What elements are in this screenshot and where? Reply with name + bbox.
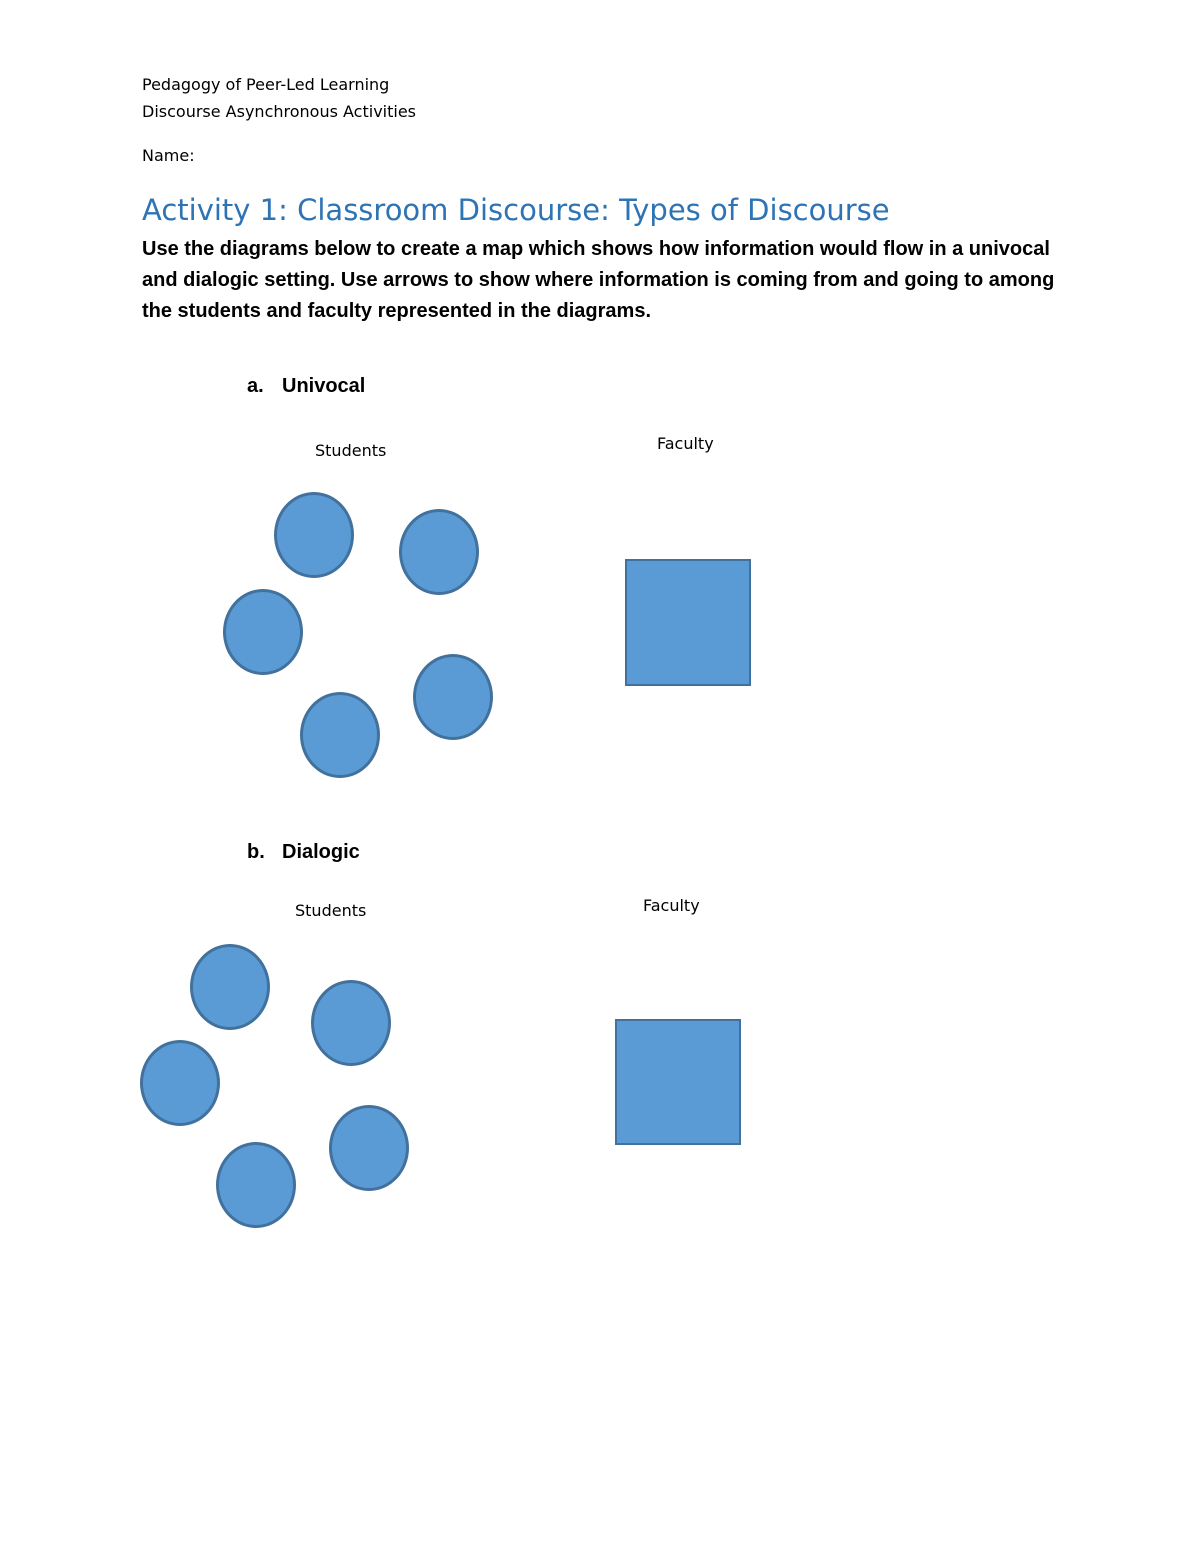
name-label: Name: bbox=[142, 146, 195, 165]
student-circle[interactable] bbox=[216, 1142, 296, 1228]
section-univocal-heading bbox=[247, 375, 365, 398]
student-circle[interactable] bbox=[413, 654, 493, 740]
activity-title: Activity 1: Classroom Discourse: Types of Discourse bbox=[142, 193, 890, 227]
course-title: Pedagogy of Peer-Led Learning bbox=[142, 75, 390, 94]
student-circle[interactable] bbox=[300, 692, 380, 778]
student-circle[interactable] bbox=[190, 944, 270, 1030]
section-label: Dialogic bbox=[282, 841, 360, 863]
document-subtitle: Discourse Asynchronous Activities bbox=[142, 102, 416, 121]
univocal-faculty-label: Faculty bbox=[657, 434, 714, 453]
activity-instructions: Use the diagrams below to create a map which shows how information would flow in a univocal and dialogic setting. Use arrows to show where information is coming from and going to among the students and faculty represented in the diagrams. bbox=[142, 238, 1055, 322]
dialogic-students-label: Students bbox=[295, 901, 367, 920]
student-circle[interactable] bbox=[399, 509, 479, 595]
univocal-faculty-square[interactable] bbox=[625, 559, 751, 686]
student-circle[interactable] bbox=[311, 980, 391, 1066]
student-circle[interactable] bbox=[274, 492, 354, 578]
student-circle[interactable] bbox=[140, 1040, 220, 1126]
section-letter: b. bbox=[247, 841, 265, 863]
section-letter: a. bbox=[247, 375, 264, 397]
section-dialogic-heading bbox=[247, 841, 360, 864]
dialogic-faculty-label: Faculty bbox=[643, 896, 700, 915]
student-circle[interactable] bbox=[223, 589, 303, 675]
section-label: Univocal bbox=[282, 375, 366, 397]
univocal-students-label: Students bbox=[315, 441, 387, 460]
dialogic-faculty-square[interactable] bbox=[615, 1019, 741, 1145]
student-circle[interactable] bbox=[329, 1105, 409, 1191]
